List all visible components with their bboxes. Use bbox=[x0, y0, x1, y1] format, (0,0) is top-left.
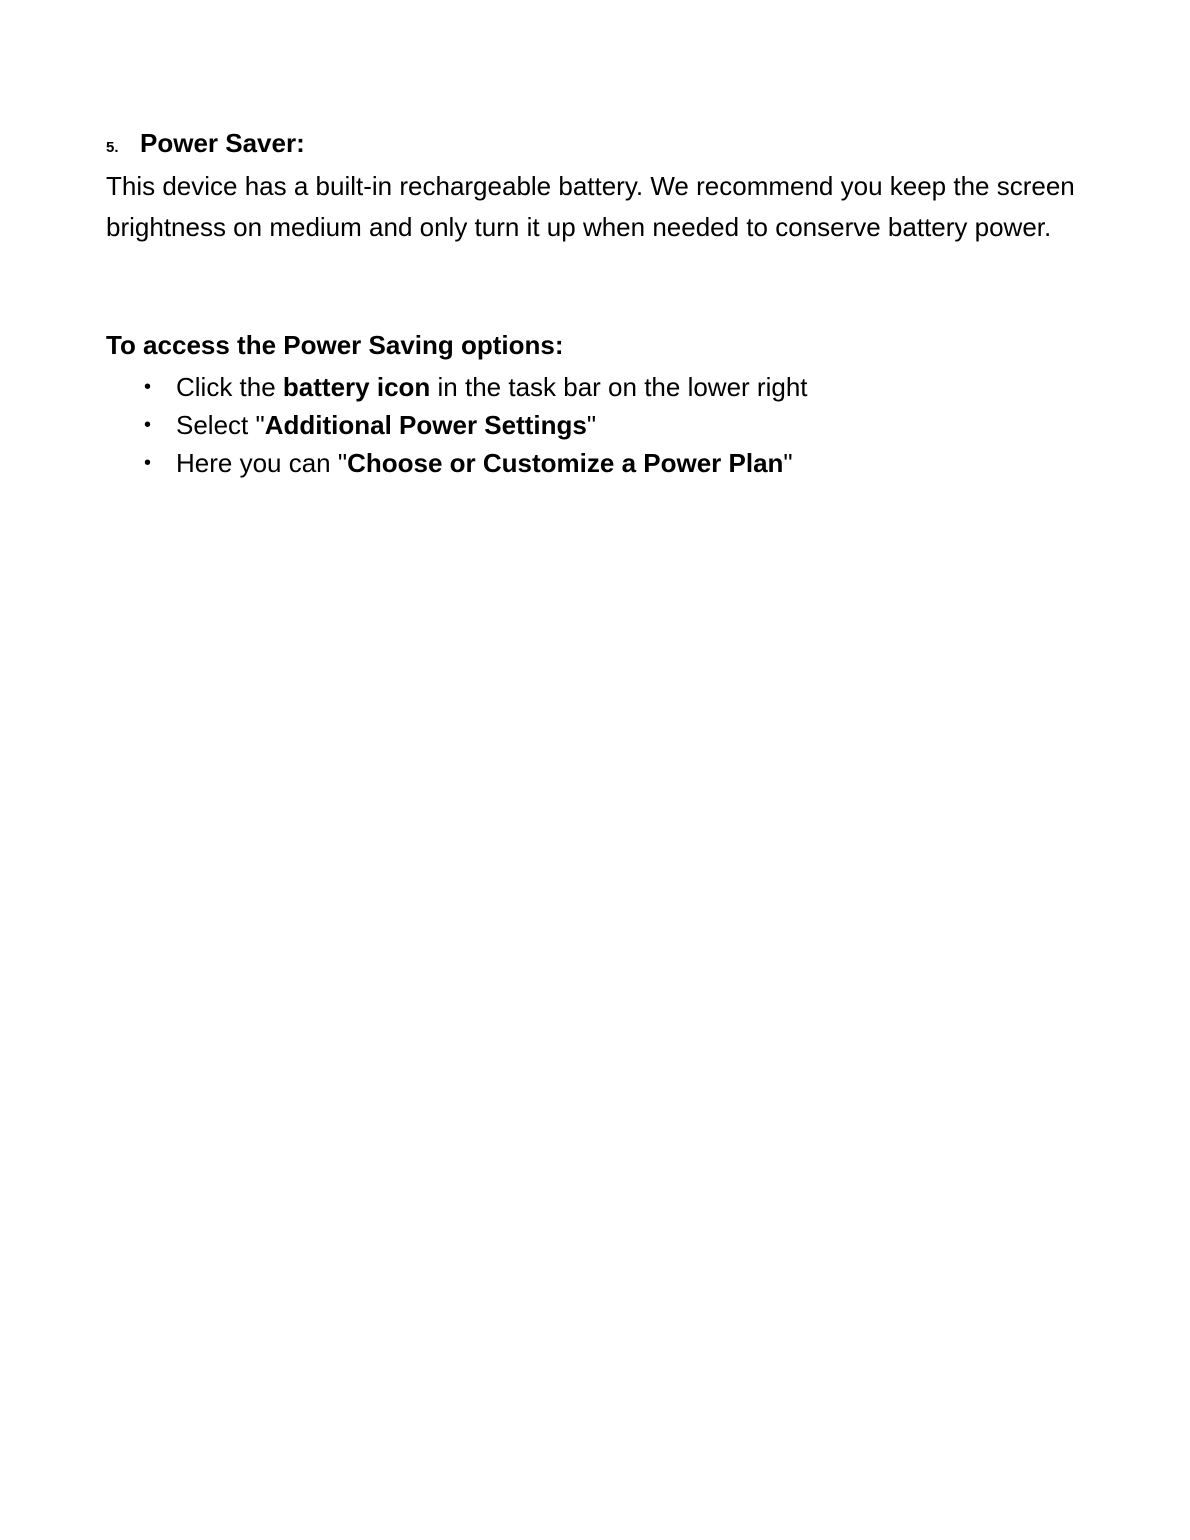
section-number: 5. bbox=[106, 139, 119, 156]
step-text-post: in the task bar on the lower right bbox=[430, 372, 808, 402]
intro-paragraph: This device has a built-in rechargeable battery. We recommend you keep the screen brightness on medium and only turn it up when needed to conserve battery power. bbox=[106, 171, 1075, 242]
instruction-list bbox=[106, 368, 808, 482]
step-text-pre: Select " bbox=[176, 410, 265, 440]
step-text-pre: Here you can " bbox=[176, 448, 348, 478]
step-text-bold: Additional Power Settings bbox=[264, 410, 587, 440]
bullet-icon: • bbox=[144, 414, 152, 436]
section-title: Power Saver: bbox=[140, 128, 305, 158]
list-item bbox=[106, 444, 808, 482]
step-text-bold: battery icon bbox=[282, 372, 431, 402]
step-text-bold: Choose or Customize a Power Plan bbox=[347, 448, 784, 478]
bullet-icon: • bbox=[144, 376, 152, 398]
bullet-icon: • bbox=[144, 452, 152, 474]
list-item bbox=[106, 406, 808, 444]
section-heading bbox=[106, 128, 305, 159]
list-item bbox=[106, 368, 808, 406]
instructions-heading: To access the Power Saving options: bbox=[106, 330, 564, 360]
step-text-post: " bbox=[783, 448, 793, 478]
step-text-pre: Click the bbox=[176, 372, 283, 402]
step-text-post: " bbox=[586, 410, 597, 440]
